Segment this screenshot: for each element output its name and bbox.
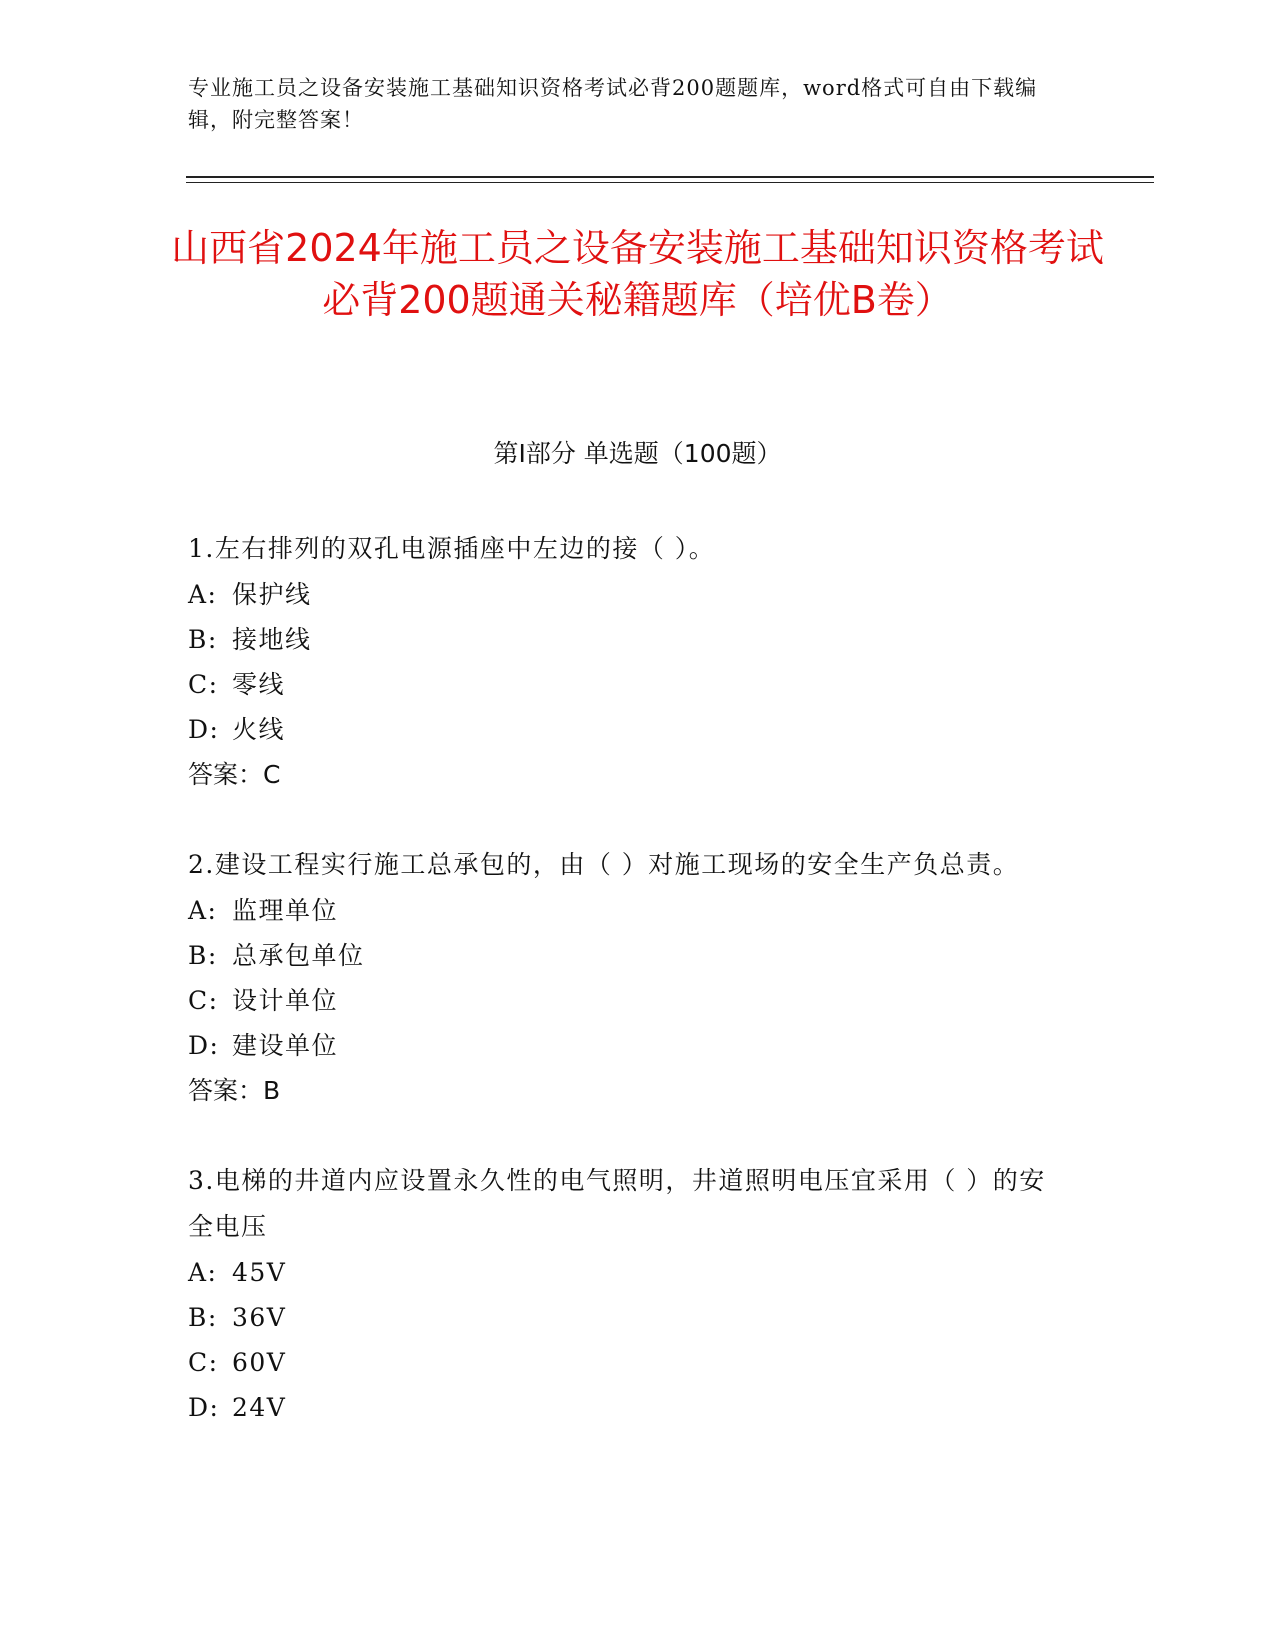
option-letter: B: <box>188 1303 218 1332</box>
option-letter: A: <box>188 896 218 925</box>
question-list <box>188 526 1068 1474</box>
option-letter: C: <box>188 1348 219 1377</box>
option-text: 保护线 <box>232 580 312 609</box>
document-title: 山西省2024年施工员之设备安装施工基础知识资格考试必背200题通关秘籍题库（培优B卷） <box>171 226 1104 322</box>
option-text: 建设单位 <box>232 1031 339 1060</box>
question-item <box>188 1158 1068 1430</box>
option-letter: B: <box>188 941 218 970</box>
question-item <box>188 842 1068 1114</box>
option-text: 零线 <box>232 670 286 699</box>
answer-line: 答案：C <box>188 760 281 789</box>
question-stem: 2.建设工程实行施工总承包的，由（ ）对施工现场的安全生产负总责。 <box>188 850 1020 879</box>
option-letter: B: <box>188 625 218 654</box>
option-a <box>188 1250 1068 1295</box>
option-d <box>188 1385 1068 1430</box>
question-stem: 3.电梯的井道内应设置永久性的电气照明，井道照明电压宜采用（ ）的安全电压 <box>188 1166 1046 1241</box>
option-d <box>188 707 1068 752</box>
answer-line: 答案：B <box>188 1076 281 1105</box>
option-letter: C: <box>188 986 219 1015</box>
header-divider-thin <box>186 182 1154 183</box>
option-letter: C: <box>188 670 219 699</box>
option-text: 24V <box>232 1393 287 1422</box>
option-letter: D: <box>188 715 220 744</box>
option-text: 接地线 <box>232 625 312 654</box>
option-b <box>188 933 1068 978</box>
option-c <box>188 662 1068 707</box>
option-letter: A: <box>188 1258 218 1287</box>
option-text: 总承包单位 <box>232 941 365 970</box>
option-letter: D: <box>188 1031 220 1060</box>
option-text: 45V <box>232 1258 287 1287</box>
question-stem: 1.左右排列的双孔电源插座中左边的接（ ）。 <box>188 534 716 563</box>
option-c <box>188 1340 1068 1385</box>
option-d <box>188 1023 1068 1068</box>
option-text: 36V <box>232 1303 287 1332</box>
question-item <box>188 526 1068 798</box>
option-a <box>188 572 1068 617</box>
option-letter: D: <box>188 1393 220 1422</box>
option-text: 监理单位 <box>232 896 339 925</box>
option-text: 火线 <box>232 715 286 744</box>
section-heading: 第Ⅰ部分 单选题（100题） <box>493 439 782 468</box>
option-text: 60V <box>232 1348 287 1377</box>
header-note: 专业施工员之设备安装施工基础知识资格考试必背200题题库，word格式可自由下载编辑，附完整答案！ <box>188 76 1038 132</box>
header-divider <box>186 176 1154 178</box>
option-letter: A: <box>188 580 218 609</box>
option-b <box>188 617 1068 662</box>
option-c <box>188 978 1068 1023</box>
option-b <box>188 1295 1068 1340</box>
option-text: 设计单位 <box>232 986 339 1015</box>
option-a <box>188 888 1068 933</box>
